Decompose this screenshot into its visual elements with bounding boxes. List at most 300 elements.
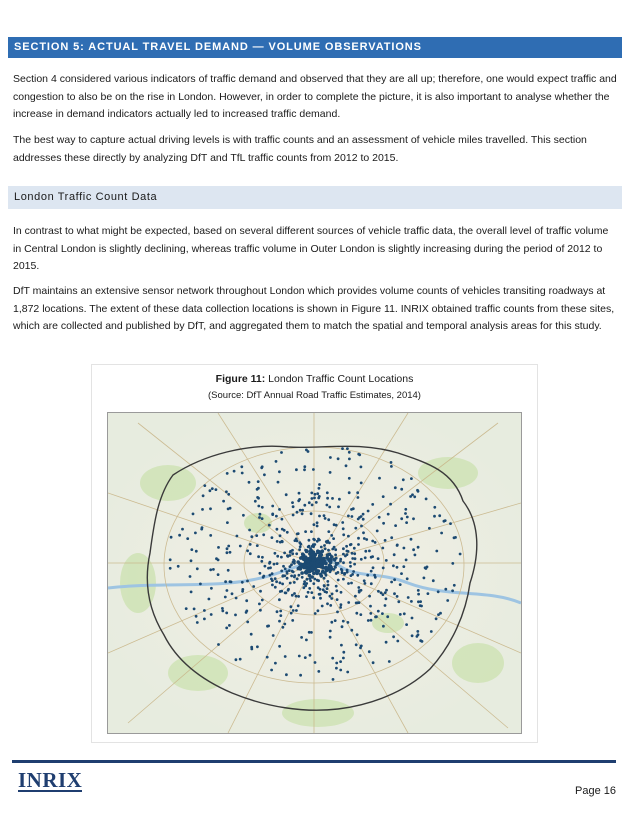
count-point bbox=[360, 482, 363, 485]
count-point bbox=[259, 572, 262, 575]
count-point bbox=[328, 506, 331, 509]
count-point bbox=[312, 582, 315, 585]
count-point bbox=[351, 515, 354, 518]
count-point bbox=[280, 590, 283, 593]
count-point bbox=[261, 517, 264, 520]
count-point bbox=[335, 585, 338, 588]
count-point bbox=[433, 515, 436, 518]
count-point bbox=[406, 577, 409, 580]
count-point bbox=[193, 608, 196, 611]
count-point bbox=[282, 626, 285, 629]
count-point bbox=[360, 645, 363, 648]
count-point bbox=[359, 613, 362, 616]
count-point bbox=[333, 559, 336, 562]
count-point bbox=[357, 537, 360, 540]
count-point bbox=[314, 612, 317, 615]
count-point bbox=[382, 567, 385, 570]
count-point bbox=[362, 531, 365, 534]
count-point bbox=[262, 575, 265, 578]
count-point bbox=[363, 537, 366, 540]
count-point bbox=[290, 612, 293, 615]
count-point bbox=[297, 499, 300, 502]
count-point bbox=[335, 524, 338, 527]
count-point bbox=[348, 477, 351, 480]
count-point bbox=[326, 497, 329, 500]
count-point bbox=[336, 598, 339, 601]
count-point bbox=[304, 563, 308, 567]
count-point bbox=[192, 513, 195, 516]
count-point bbox=[367, 510, 370, 513]
count-point bbox=[221, 610, 224, 613]
count-point bbox=[275, 580, 278, 583]
count-point bbox=[416, 635, 419, 638]
count-point bbox=[296, 511, 299, 514]
count-point bbox=[178, 534, 181, 537]
count-point bbox=[310, 561, 314, 565]
count-point bbox=[330, 597, 333, 600]
count-point bbox=[356, 633, 359, 636]
count-point bbox=[454, 536, 457, 539]
count-point bbox=[283, 623, 286, 626]
count-point bbox=[252, 585, 255, 588]
count-point bbox=[337, 579, 340, 582]
count-point bbox=[316, 560, 320, 564]
count-point bbox=[305, 550, 309, 554]
count-point bbox=[329, 604, 332, 607]
count-point bbox=[315, 572, 319, 576]
count-point bbox=[315, 501, 318, 504]
count-point bbox=[339, 558, 342, 561]
count-point bbox=[335, 572, 338, 575]
count-point bbox=[331, 657, 334, 660]
count-point bbox=[360, 466, 363, 469]
count-point bbox=[318, 515, 321, 518]
count-point bbox=[388, 660, 391, 663]
count-point bbox=[347, 535, 350, 538]
count-point bbox=[217, 573, 220, 576]
count-point bbox=[437, 590, 440, 593]
count-point bbox=[366, 574, 369, 577]
count-point bbox=[275, 460, 278, 463]
count-point bbox=[356, 491, 359, 494]
count-point bbox=[333, 568, 336, 571]
count-point bbox=[290, 605, 293, 608]
count-point bbox=[414, 554, 417, 557]
count-point bbox=[259, 590, 262, 593]
count-point bbox=[217, 643, 220, 646]
count-point bbox=[341, 447, 344, 450]
count-point bbox=[364, 550, 367, 553]
count-point bbox=[329, 456, 332, 459]
count-point bbox=[203, 618, 206, 621]
count-point bbox=[323, 577, 326, 580]
count-point bbox=[286, 531, 289, 534]
count-point bbox=[249, 543, 252, 546]
count-point bbox=[226, 547, 229, 550]
count-point bbox=[280, 556, 283, 559]
count-point bbox=[226, 589, 229, 592]
count-point bbox=[271, 513, 274, 516]
count-point bbox=[199, 583, 202, 586]
count-point bbox=[279, 610, 282, 613]
count-point bbox=[322, 588, 325, 591]
count-point bbox=[344, 555, 347, 558]
count-point bbox=[259, 609, 262, 612]
count-point bbox=[280, 570, 283, 573]
count-point bbox=[327, 530, 330, 533]
count-point bbox=[354, 527, 357, 530]
count-point bbox=[390, 461, 393, 464]
count-point bbox=[342, 533, 345, 536]
inrix-logo: INRIX bbox=[18, 768, 83, 792]
count-point bbox=[316, 540, 319, 543]
count-point bbox=[289, 550, 292, 553]
count-point bbox=[337, 505, 340, 508]
count-point bbox=[371, 540, 374, 543]
count-point bbox=[433, 506, 436, 509]
count-point bbox=[393, 553, 396, 556]
count-point bbox=[319, 593, 322, 596]
count-point bbox=[419, 639, 422, 642]
count-point bbox=[446, 599, 449, 602]
count-point bbox=[339, 660, 342, 663]
count-point bbox=[195, 615, 198, 618]
count-point bbox=[260, 466, 263, 469]
count-point bbox=[370, 619, 373, 622]
count-point bbox=[346, 569, 349, 572]
count-point bbox=[256, 645, 259, 648]
count-point bbox=[411, 493, 414, 496]
count-point bbox=[404, 508, 407, 511]
count-point bbox=[177, 565, 180, 568]
count-point bbox=[412, 548, 415, 551]
count-point bbox=[331, 548, 334, 551]
count-point bbox=[432, 579, 435, 582]
count-point bbox=[423, 577, 426, 580]
count-point bbox=[289, 554, 292, 557]
count-point bbox=[296, 560, 300, 564]
count-point bbox=[209, 568, 212, 571]
count-point bbox=[384, 604, 387, 607]
count-point bbox=[378, 477, 381, 480]
count-point bbox=[280, 451, 283, 454]
count-point bbox=[222, 500, 225, 503]
count-point bbox=[305, 582, 308, 585]
count-point bbox=[290, 563, 293, 566]
count-point bbox=[411, 634, 414, 637]
count-point bbox=[348, 451, 351, 454]
count-point bbox=[335, 662, 338, 665]
count-point bbox=[341, 625, 344, 628]
count-point bbox=[281, 528, 284, 531]
count-point bbox=[224, 596, 227, 599]
count-point bbox=[407, 596, 410, 599]
count-point bbox=[334, 548, 337, 551]
count-point bbox=[301, 512, 304, 515]
count-point bbox=[308, 539, 311, 542]
count-point bbox=[260, 560, 263, 563]
count-point bbox=[419, 600, 422, 603]
count-point bbox=[217, 546, 220, 549]
count-point bbox=[438, 514, 441, 517]
count-point bbox=[283, 552, 286, 555]
count-point bbox=[313, 578, 316, 581]
count-point bbox=[371, 555, 374, 558]
count-point bbox=[281, 575, 284, 578]
count-point bbox=[276, 610, 279, 613]
count-point bbox=[268, 562, 271, 565]
count-point bbox=[225, 490, 228, 493]
count-point bbox=[286, 570, 289, 573]
count-point bbox=[249, 552, 252, 555]
count-point bbox=[299, 563, 303, 567]
count-point bbox=[310, 512, 313, 515]
count-point bbox=[362, 518, 365, 521]
count-point bbox=[350, 508, 353, 511]
count-point bbox=[328, 564, 332, 568]
count-point bbox=[411, 617, 414, 620]
count-point bbox=[400, 488, 403, 491]
count-point bbox=[311, 504, 314, 507]
count-point bbox=[342, 527, 345, 530]
count-point bbox=[236, 535, 239, 538]
count-point bbox=[196, 621, 199, 624]
count-point bbox=[345, 545, 348, 548]
count-point bbox=[317, 670, 320, 673]
count-point bbox=[304, 555, 308, 559]
count-point bbox=[331, 593, 334, 596]
count-point bbox=[316, 525, 319, 528]
count-point bbox=[308, 557, 312, 561]
count-point bbox=[326, 504, 329, 507]
count-point bbox=[298, 574, 301, 577]
count-point bbox=[278, 470, 281, 473]
count-point bbox=[228, 624, 231, 627]
count-point bbox=[358, 591, 361, 594]
count-point bbox=[360, 558, 363, 561]
count-point bbox=[303, 583, 306, 586]
count-point bbox=[362, 513, 365, 516]
count-point bbox=[393, 592, 396, 595]
count-point bbox=[305, 639, 308, 642]
count-point bbox=[181, 528, 184, 531]
count-point bbox=[318, 487, 321, 490]
count-point bbox=[381, 547, 384, 550]
count-point bbox=[201, 508, 204, 511]
count-point bbox=[425, 498, 428, 501]
count-point bbox=[295, 609, 298, 612]
count-point bbox=[229, 580, 232, 583]
count-point bbox=[428, 527, 431, 530]
count-point bbox=[413, 495, 416, 498]
count-point bbox=[399, 613, 402, 616]
count-point bbox=[301, 576, 304, 579]
count-point bbox=[235, 658, 238, 661]
count-point bbox=[360, 515, 363, 518]
count-point bbox=[215, 488, 218, 491]
count-point bbox=[359, 654, 362, 657]
count-point bbox=[258, 516, 261, 519]
count-point bbox=[385, 597, 388, 600]
count-point bbox=[300, 636, 303, 639]
count-point bbox=[257, 505, 260, 508]
count-point bbox=[312, 538, 315, 541]
count-point bbox=[419, 604, 422, 607]
count-point bbox=[169, 567, 172, 570]
count-point bbox=[402, 478, 405, 481]
count-point bbox=[291, 594, 294, 597]
count-point bbox=[297, 595, 300, 598]
count-point bbox=[317, 497, 320, 500]
count-point bbox=[211, 487, 214, 490]
count-point bbox=[356, 574, 359, 577]
count-point bbox=[289, 582, 292, 585]
section-heading: SECTION 5: ACTUAL TRAVEL DEMAND — VOLUME OBSERVATIONS bbox=[8, 37, 622, 58]
count-point bbox=[170, 536, 173, 539]
figure-label: Figure 11: bbox=[215, 373, 266, 385]
count-point bbox=[417, 589, 420, 592]
count-point bbox=[336, 611, 339, 614]
count-point bbox=[312, 468, 315, 471]
count-point bbox=[312, 596, 315, 599]
count-point bbox=[327, 518, 330, 521]
count-point bbox=[286, 577, 289, 580]
count-point bbox=[345, 464, 348, 467]
count-point bbox=[303, 468, 306, 471]
count-point bbox=[189, 575, 192, 578]
count-point bbox=[385, 641, 388, 644]
count-point bbox=[261, 506, 264, 509]
count-point bbox=[217, 559, 220, 562]
count-point bbox=[257, 555, 260, 558]
count-point bbox=[325, 574, 328, 577]
count-point bbox=[311, 497, 314, 500]
count-point bbox=[347, 550, 350, 553]
count-point bbox=[210, 613, 213, 616]
count-point bbox=[314, 661, 317, 664]
count-point bbox=[357, 586, 360, 589]
count-point bbox=[334, 565, 337, 568]
count-point bbox=[342, 651, 345, 654]
count-point bbox=[309, 550, 313, 554]
count-point bbox=[271, 584, 274, 587]
count-point bbox=[357, 543, 360, 546]
count-point bbox=[264, 565, 267, 568]
count-point bbox=[299, 566, 303, 570]
count-point bbox=[233, 470, 236, 473]
count-point bbox=[451, 589, 454, 592]
count-point bbox=[396, 640, 399, 643]
count-point bbox=[312, 543, 315, 546]
count-point bbox=[196, 567, 199, 570]
count-point bbox=[340, 591, 343, 594]
count-point bbox=[324, 566, 328, 570]
count-point bbox=[390, 465, 393, 468]
count-point bbox=[435, 550, 438, 553]
count-point bbox=[227, 569, 230, 572]
count-point bbox=[270, 578, 273, 581]
count-point bbox=[376, 530, 379, 533]
count-point bbox=[332, 678, 335, 681]
count-point bbox=[245, 599, 248, 602]
count-point bbox=[308, 587, 311, 590]
count-point bbox=[342, 578, 345, 581]
count-point bbox=[400, 517, 403, 520]
count-point bbox=[382, 495, 385, 498]
count-point bbox=[292, 561, 295, 564]
count-point bbox=[293, 581, 296, 584]
count-point bbox=[288, 569, 291, 572]
count-point bbox=[272, 634, 275, 637]
count-point bbox=[275, 515, 278, 518]
section-paragraph-1: Section 4 considered various indicators of traffic demand and observed that they are all up; therefore, one would expect traffic and congestion to also be on the rise in London. However, in order to complete the picture, it is also important to analyse whether the increase in demand indicators actually led to increased traffic demand. bbox=[13, 73, 617, 120]
count-point bbox=[341, 521, 344, 524]
count-point bbox=[301, 509, 304, 512]
count-point bbox=[430, 630, 433, 633]
count-point bbox=[340, 603, 343, 606]
count-point bbox=[304, 530, 307, 533]
count-point bbox=[298, 548, 301, 551]
count-point bbox=[307, 546, 310, 549]
count-point bbox=[326, 580, 329, 583]
section-paragraph-2: The best way to capture actual driving levels is with traffic counts and an assessment of vehicle miles travelled. This section addresses these directly by analyzing DfT and TfL traffic counts from 2012 to 2015. bbox=[13, 134, 587, 164]
count-point bbox=[340, 568, 343, 571]
count-point bbox=[303, 580, 306, 583]
count-point bbox=[239, 545, 242, 548]
count-point bbox=[235, 597, 238, 600]
count-point bbox=[329, 595, 332, 598]
count-point bbox=[327, 549, 330, 552]
count-point bbox=[203, 484, 206, 487]
count-point bbox=[356, 601, 359, 604]
count-point bbox=[258, 603, 261, 606]
count-point bbox=[453, 584, 456, 587]
count-point bbox=[402, 565, 405, 568]
footer-rule bbox=[12, 760, 616, 763]
count-point bbox=[320, 546, 323, 549]
count-point bbox=[319, 564, 323, 568]
count-point bbox=[312, 572, 316, 576]
count-point bbox=[390, 536, 393, 539]
count-point bbox=[451, 562, 454, 565]
figure-source: (Source: DfT Annual Road Traffic Estimates, 2014) bbox=[208, 390, 421, 401]
count-point bbox=[298, 492, 301, 495]
subsection-paragraph-1: In contrast to what might be expected, based on several different sources of vehicle traffic data, the overall level of traffic volume in Central London is slightly declining, whereas traffic volume in Outer London is slightly increasing during the period of 2012 to 2015. bbox=[13, 225, 609, 272]
count-point bbox=[405, 623, 408, 626]
count-point bbox=[406, 516, 409, 519]
count-point bbox=[256, 544, 259, 547]
count-point bbox=[274, 662, 277, 665]
count-point bbox=[299, 556, 303, 560]
count-point bbox=[347, 515, 350, 518]
count-point bbox=[281, 518, 284, 521]
count-point bbox=[250, 535, 253, 538]
count-point bbox=[295, 552, 298, 555]
count-point bbox=[307, 450, 310, 453]
count-point bbox=[390, 581, 393, 584]
count-point bbox=[323, 585, 326, 588]
count-point bbox=[348, 491, 351, 494]
count-point bbox=[307, 564, 311, 568]
count-point bbox=[293, 592, 296, 595]
count-point bbox=[323, 544, 326, 547]
count-point bbox=[259, 513, 262, 516]
count-point bbox=[185, 607, 188, 610]
count-point bbox=[277, 481, 280, 484]
map-svg bbox=[108, 413, 521, 733]
count-point bbox=[396, 544, 399, 547]
count-point bbox=[202, 494, 205, 497]
